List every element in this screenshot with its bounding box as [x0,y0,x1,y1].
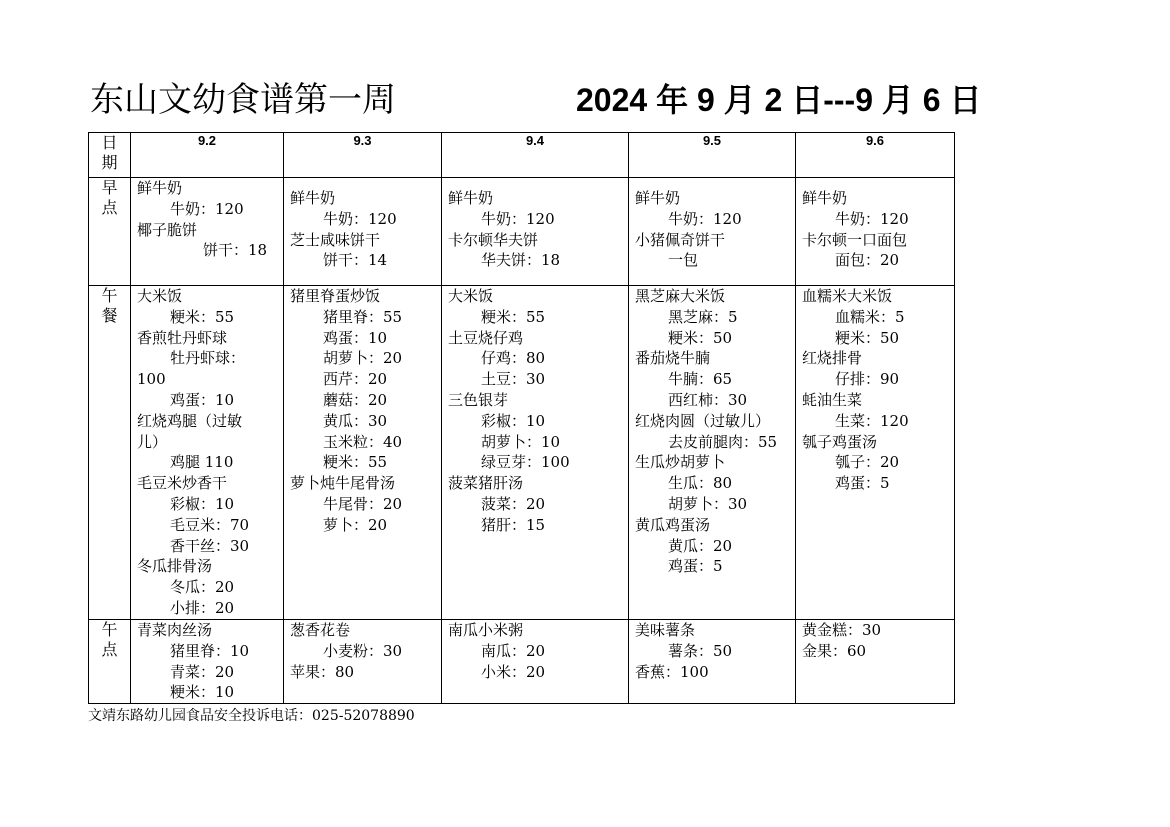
ingredient: 粳米：50 [835,328,900,347]
ingredient: 一包 [668,251,699,270]
ingredient: 黄瓜：30 [323,411,388,430]
ingredient: 牛奶：120 [170,199,244,218]
ingredient: 冬瓜：20 [170,578,235,597]
label-char: 期 [101,153,118,172]
ingredient: 鸡腿 110 [170,453,234,472]
ingredient: 胡萝卜：20 [323,349,403,368]
dish-name: 鲜牛奶 [635,189,681,207]
ingredient: 青菜：20 [170,662,235,681]
snack-cell [796,620,955,704]
breakfast-cell [284,178,442,286]
ingredient: 彩椒：10 [170,494,235,513]
ingredient: 猪肝：15 [481,515,546,534]
dish-name: 卡尔顿一口面包 [802,230,908,249]
ingredient: 牛尾骨：20 [323,494,403,513]
ingredient: 牛奶：120 [835,209,909,228]
ingredient: 毛豆米：70 [170,515,250,534]
label-char: 餐 [101,306,118,325]
ingredient: 猪里脊：10 [170,641,250,660]
ingredient: 西芹：20 [323,370,388,389]
ingredient: 牛奶：120 [481,209,555,228]
day-header: 9.4 [442,133,629,178]
breakfast-cell [796,178,955,286]
dish-name: 金果：60 [802,641,867,660]
dish-name: 土豆烧仔鸡 [448,328,524,347]
snack-cell [629,620,796,704]
dish-name: 毛豆米炒香干 [137,474,228,493]
ingredient: 绿豆芽：100 [481,453,570,472]
ingredient: 面包：20 [835,251,900,270]
header-row [89,133,955,178]
dish-name: 菠菜猪肝汤 [448,474,524,493]
breakfast-cell [629,178,796,286]
snack-row [89,620,955,704]
ingredient: 粳米：50 [668,328,733,347]
ingredient: 100 [137,370,166,389]
ingredient: 鸡蛋：10 [170,390,235,409]
ingredient: 生瓜：80 [668,474,733,493]
ingredient: 彩椒：10 [481,411,546,430]
dish-name: 芝士咸味饼干 [290,230,381,249]
dish-name: 大米饭 [448,287,494,305]
ingredient: 黄瓜：20 [668,536,733,555]
ingredient: 小米：20 [481,662,546,681]
ingredient: 猪里脊：55 [323,307,403,326]
dish-name: 大米饭 [137,287,183,305]
day-header: 9.3 [284,133,442,178]
ingredient: 菠菜：20 [481,494,546,513]
lunch-cell [131,286,284,620]
snack-cell [284,620,442,704]
dish-name: 红烧鸡腿（过敏 [137,411,243,430]
ingredient: 粳米：55 [170,307,235,326]
dish-name: 南瓜小米粥 [448,621,524,639]
ingredient: 蘑菇：20 [323,390,388,409]
ingredient: 华夫饼：18 [481,251,561,270]
date-range: 2024 年 9 月 2 日---9 月 6 日 [576,82,982,118]
label-char: 早 [101,178,118,197]
ingredient: 玉米粒：40 [323,432,403,451]
day-header: 9.6 [796,133,955,178]
dish-name: 黄瓜鸡蛋汤 [635,515,711,534]
dish-name: 美味薯条 [635,621,696,639]
ingredient: 仔鸡：80 [481,349,546,368]
ingredient: 鸡蛋：5 [668,557,723,576]
dish-name: 儿） [137,432,168,451]
ingredient: 饼干：14 [323,251,388,270]
ingredient: 胡萝卜：30 [668,494,748,513]
ingredient: 饼干：18 [203,241,268,260]
dish-name: 青菜肉丝汤 [137,621,213,639]
ingredient: 粳米：55 [323,453,388,472]
day-header: 9.2 [131,133,284,178]
ingredient: 牛奶：120 [323,209,397,228]
dish-name: 葱香花卷 [290,621,351,639]
row-label-date [89,133,131,178]
dish-name: 血糯米大米饭 [802,287,893,305]
ingredient: 牛奶：120 [668,209,742,228]
ingredient: 牡丹虾球： [170,349,246,368]
menu-table [88,132,955,704]
ingredient: 胡萝卜：10 [481,432,561,451]
snack-cell [131,620,284,704]
lunch-row [89,286,955,620]
ingredient: 仔排：90 [835,370,900,389]
lunch-cell [629,286,796,620]
dish-name: 卡尔顿华夫饼 [448,230,539,249]
dish-name: 黑芝麻大米饭 [635,287,726,305]
dish-name: 红烧肉圆（过敏儿） [635,411,771,430]
dish-name: 鲜牛奶 [137,179,183,197]
ingredient: 生菜：120 [835,411,909,430]
ingredient: 鸡蛋：10 [323,328,388,347]
label-char: 日 [101,133,118,152]
dish-name: 香蕉：100 [635,662,709,681]
ingredient: 鸡蛋：5 [835,474,890,493]
ingredient: 小麦粉：30 [323,641,403,660]
dish-name: 小猪佩奇饼干 [635,230,726,249]
lunch-cell [284,286,442,620]
ingredient: 黑芝麻：5 [668,307,738,326]
complaint-hotline: 文靖东路幼儿园食品安全投诉电话：025-52078890 [88,708,415,724]
dish-name: 香煎牡丹虾球 [137,328,228,347]
ingredient: 萝卜：20 [323,515,388,534]
dish-name: 猪里脊蛋炒饭 [290,287,381,305]
dish-name: 苹果：80 [290,662,355,681]
ingredient: 粳米：55 [481,307,546,326]
dish-name: 蚝油生菜 [802,390,863,409]
dish-name: 黄金糕：30 [802,621,882,639]
lunch-cell [796,286,955,620]
ingredient: 小排：20 [170,598,235,617]
ingredient: 粳米：10 [170,683,235,702]
breakfast-cell [131,178,284,286]
row-label-snack [89,620,131,704]
dish-name: 三色银芽 [448,390,509,409]
ingredient: 薯条：50 [668,641,733,660]
dish-name: 番茄烧牛腩 [635,349,711,368]
label-char: 午 [101,620,118,639]
snack-cell [442,620,629,704]
label-char: 点 [101,198,118,217]
ingredient: 香干丝：30 [170,536,250,555]
ingredient: 牛腩：65 [668,370,733,389]
dish-name: 生瓜炒胡萝卜 [635,453,726,472]
page-title: 东山文幼食谱第一周 [90,80,396,120]
dish-name: 冬瓜排骨汤 [137,557,213,576]
ingredient: 西红柿：30 [668,390,748,409]
breakfast-row [89,178,955,286]
ingredient: 去皮前腿肉：55 [668,432,778,451]
dish-name: 萝卜炖牛尾骨汤 [290,474,396,493]
dish-name: 椰子脆饼 [137,220,198,239]
dish-name: 红烧排骨 [802,349,863,368]
row-label-lunch [89,286,131,620]
label-char: 午 [101,286,118,305]
ingredient: 土豆：30 [481,370,546,389]
row-label-breakfast [89,178,131,286]
ingredient: 南瓜：20 [481,641,546,660]
dish-name: 瓠子鸡蛋汤 [802,432,878,451]
dish-name: 鲜牛奶 [802,189,848,207]
breakfast-cell [442,178,629,286]
day-header: 9.5 [629,133,796,178]
ingredient: 血糯米：5 [835,307,905,326]
dish-name: 鲜牛奶 [448,189,494,207]
label-char: 点 [101,640,118,659]
ingredient: 瓠子：20 [835,453,900,472]
lunch-cell [442,286,629,620]
dish-name: 鲜牛奶 [290,189,336,207]
